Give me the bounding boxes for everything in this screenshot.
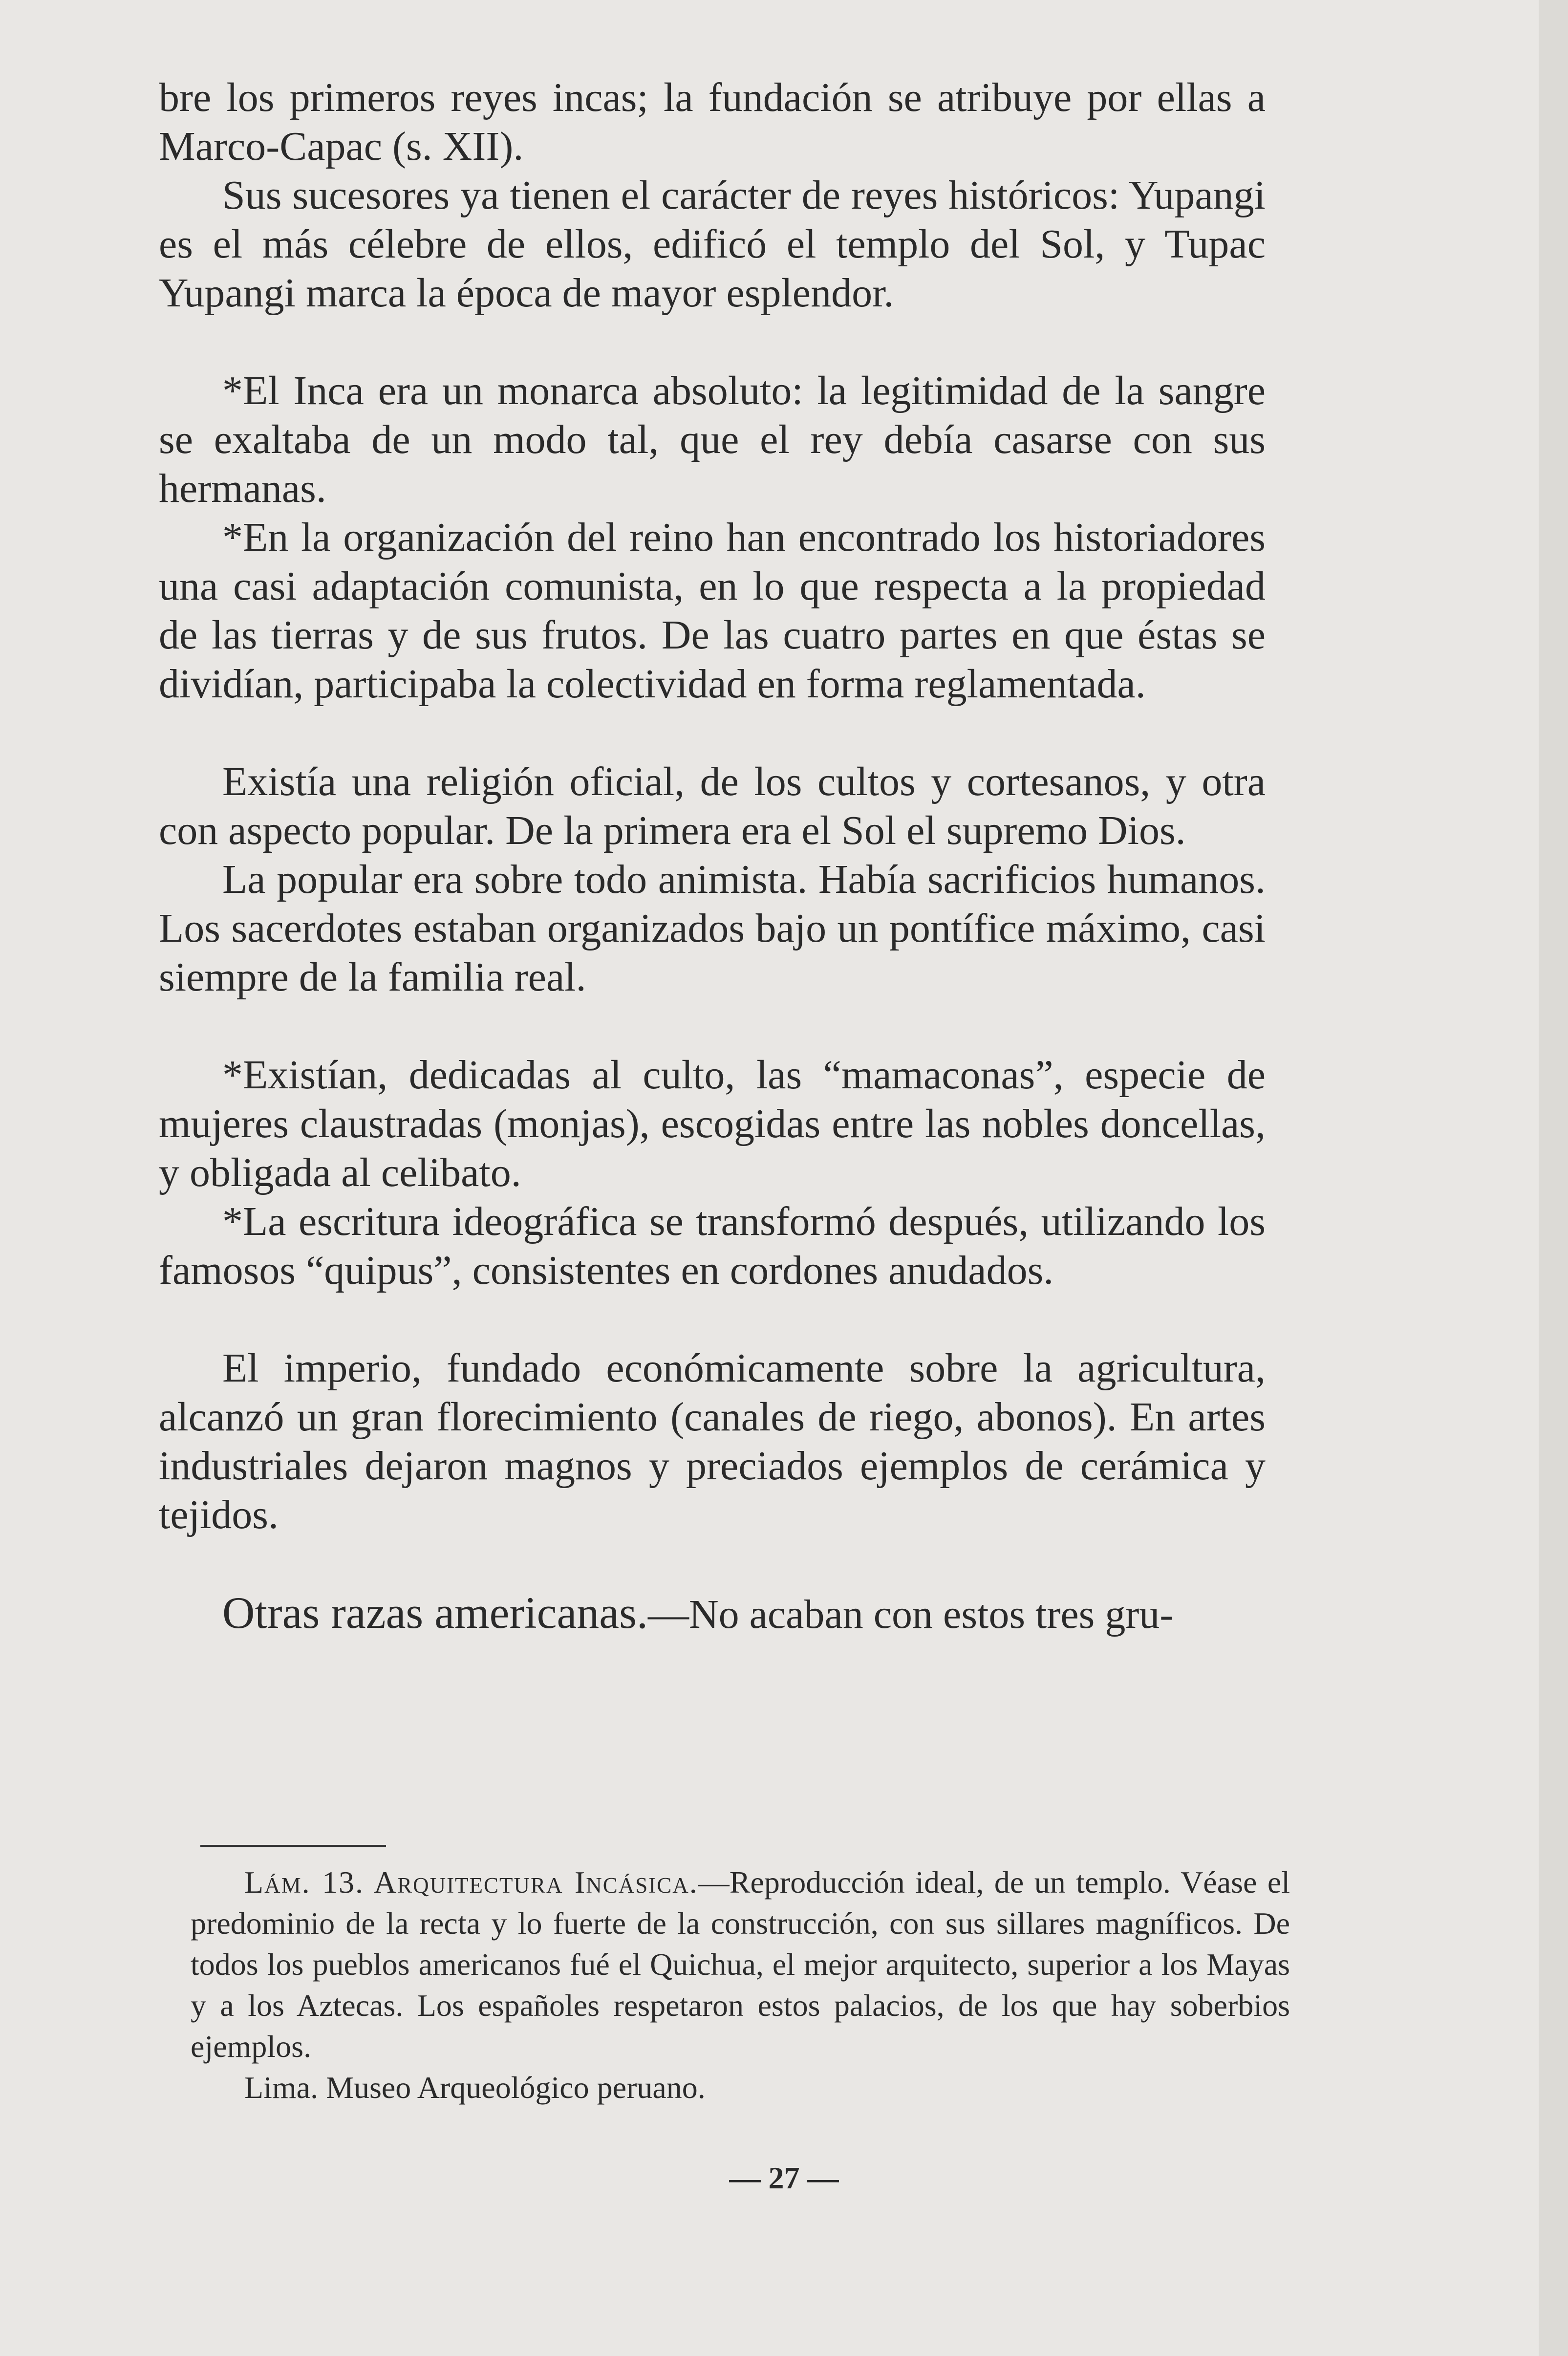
section-title: Otras razas americanas. bbox=[222, 1588, 648, 1638]
paragraph-6: La popular era sobre todo animista. Había sacrificios humanos. Los sacerdotes estaban organizados bajo un pontífice máximo, casi siempre de la familia real. bbox=[159, 857, 1266, 1000]
figure-caption bbox=[191, 1862, 1290, 2108]
caption-label: Lám. 13. Arquitectura Incásica. bbox=[244, 1865, 698, 1900]
caption-location: Lima. Museo Arqueológico peruano. bbox=[244, 2070, 706, 2105]
caption-text bbox=[191, 1862, 1290, 2067]
caption-body: —Reproducción ideal, de un templo. Véase el predominio de la recta y lo fuerte de la construcción, con sus sillares magníficos. De todos los pueblos americanos fué el Quichua, el mejor arquitecto, superior a los Mayas y a los Aztecas. Los españoles respetaron estos palacios, de los que hay soberbios ejemplos. bbox=[191, 1865, 1290, 2064]
paragraph-5: Existía una religión oficial, de los cultos y cortesanos, y otra con aspecto popular. De la primera era el Sol el supremo Dios. bbox=[159, 759, 1266, 853]
paragraph-1: bre los primeros reyes incas; la fundación se atribuye por ellas a Marco-Capac (s. XII). bbox=[159, 75, 1266, 169]
paragraph-9: El imperio, fundado económicamente sobre la agricultura, alcanzó un gran florecimiento (canales de riego, abonos). En artes industriales dejaron magnos y preciados ejemplos de cerámica y tejidos. bbox=[159, 1345, 1266, 1537]
page-number: — 27 — bbox=[729, 2161, 839, 2195]
paragraph-8: *La escritura ideográfica se transformó después, utilizando los famosos “quipus”, consistentes en cordones anudados. bbox=[159, 1199, 1266, 1293]
section-text: —No acaban con estos tres gru- bbox=[647, 1592, 1174, 1637]
paragraph-2: Sus sucesores ya tienen el carácter de reyes históricos: Yupangi es el más célebre de ellos, edificó el templo del Sol, y Tupac Yupangi marca la época de mayor esplendor. bbox=[159, 173, 1266, 316]
paragraph-7: *Existían, dedicadas al culto, las “mamaconas”, especie de mujeres claustradas (monjas), escogidas entre las nobles doncellas, y obligada al celibato. bbox=[159, 1052, 1266, 1195]
scan-edge-shadow bbox=[1539, 0, 1568, 2356]
paragraph-4: *En la organización del reino han encontrado los historiadores una casi adaptación comunista, en lo que respecta a la propiedad de las tierras y de sus frutos. De las cuatro partes en que éstas se dividían, participaba la colectividad en forma reglamentada. bbox=[159, 515, 1266, 707]
section-paragraph bbox=[159, 1588, 1266, 1639]
footnote-divider bbox=[200, 1845, 386, 1847]
paragraph-3: *El Inca era un monarca absoluto: la legitimidad de la sangre se exaltaba de un modo tal, que el rey debía casarse con sus hermanas. bbox=[159, 368, 1266, 511]
body-text bbox=[159, 73, 1266, 1639]
